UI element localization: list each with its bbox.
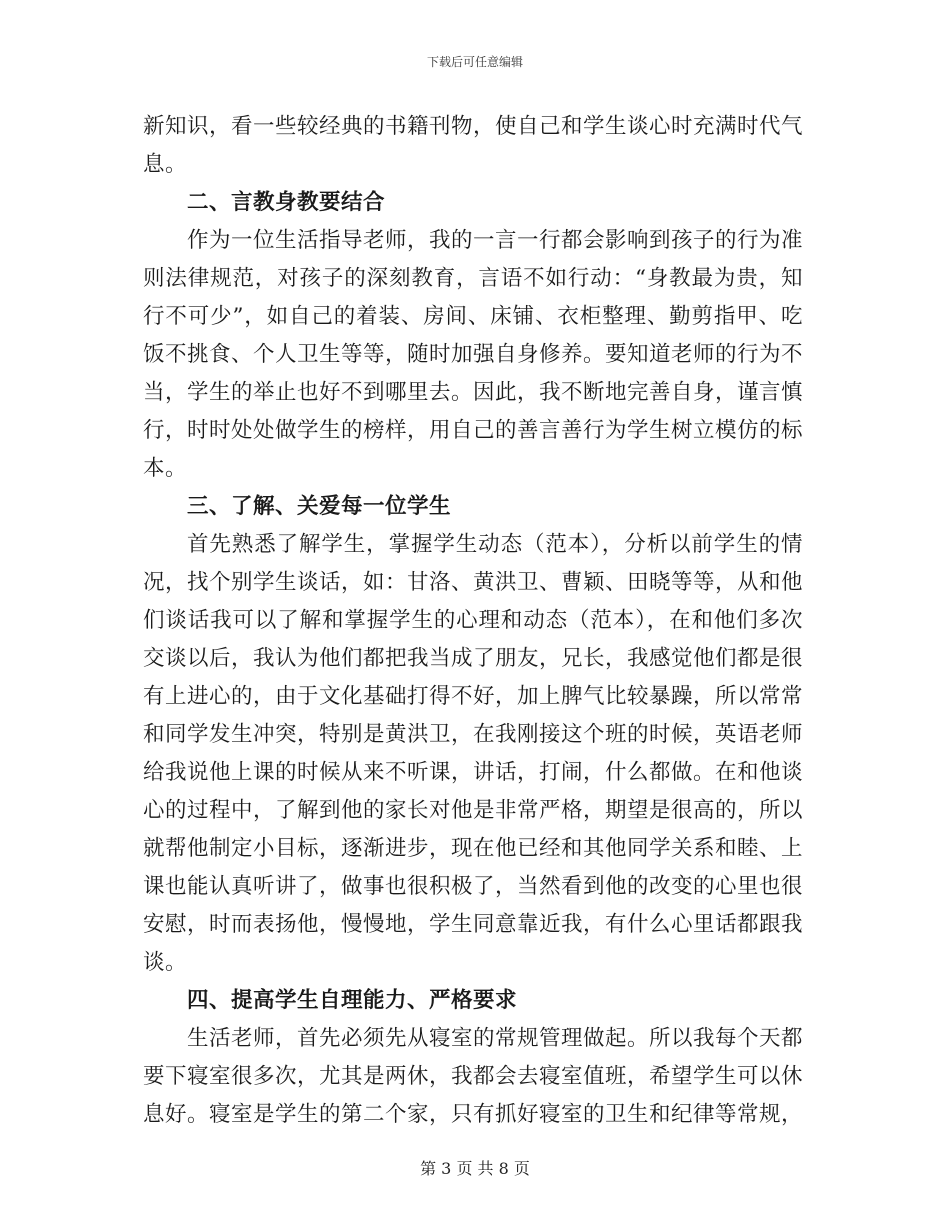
paragraph-section-4: 生活老师，首先必须先从寝室的常规管理做起。所以我每个天都要下寝室很多次，尤其是两休，我都会去寝室值班，希望学生可以休息好。寝室是学生的第二个家，只有抓好寝室的卫生和纪律等常规， (143, 1026, 804, 1127)
paragraph-continued: 新知识，看一些较经典的书籍刊物，使自己和学生谈心时充满时代气息。 (143, 114, 804, 177)
page-header-note: 下载后可任意编辑 (426, 55, 523, 69)
paragraph-section-3: 首先熟悉了解学生，掌握学生动态（范本），分析以前学生的情况，找个别学生谈话，如：甘洛、黄洪卫、曹颖、田晓等等，从和他们谈话我可以了解和掌握学生的心理和动态（范本），在和他们多次交谈以后，我认为他们都把我当成了朋友，兄长，我感觉他们都是很有上进心的，由于文化基础打得不好，加上脾气比较暴躁，所以常常和同学发生冲突，特别是黄洪卫，在我刚接这个班的时候，英语老师给我说他上课的时候从来不听课，讲话，打闹，什么都做。在和他谈心的过程中，了解到他的家长对他是非常严格，期望是很高的，所以就帮他制定小目标，逐渐进步，现在他已经和其他同学关系和睦、上课也能认真听讲了，做事也很积极了，当然看到他的改变的心里也很安慰，时而表扬他，慢慢地，学生同意靠近我，有什么心里话都跟我谈。 (143, 532, 804, 975)
paragraph-section-2: 作为一位生活指导老师，我的一言一行都会影响到孩子的行为准则法律规范，对孩子的深刻教育，言语不如行动：“身教最为贵，知行不可少”，如自己的着装、房间、床铺、衣柜整理、勤剪指甲、吃饭不挑食、个人卫生等等，随时加强自身修养。要知道老师的行为不当，学生的举止也好不到哪里去。因此，我不断地完善自身，谨言慎行，时时处处做学生的榜样，用自己的善言善行为学生树立模仿的标本。 (143, 228, 804, 481)
section-heading-3: 三、了解、关爱每一位学生 (187, 494, 452, 519)
document-body (143, 108, 803, 1134)
page-number-footer: 第 3 页 共 8 页 (420, 1159, 530, 1178)
section-heading-2: 二、言教身教要结合 (187, 190, 386, 215)
section-heading-4: 四、提高学生自理能力、严格要求 (187, 988, 518, 1013)
